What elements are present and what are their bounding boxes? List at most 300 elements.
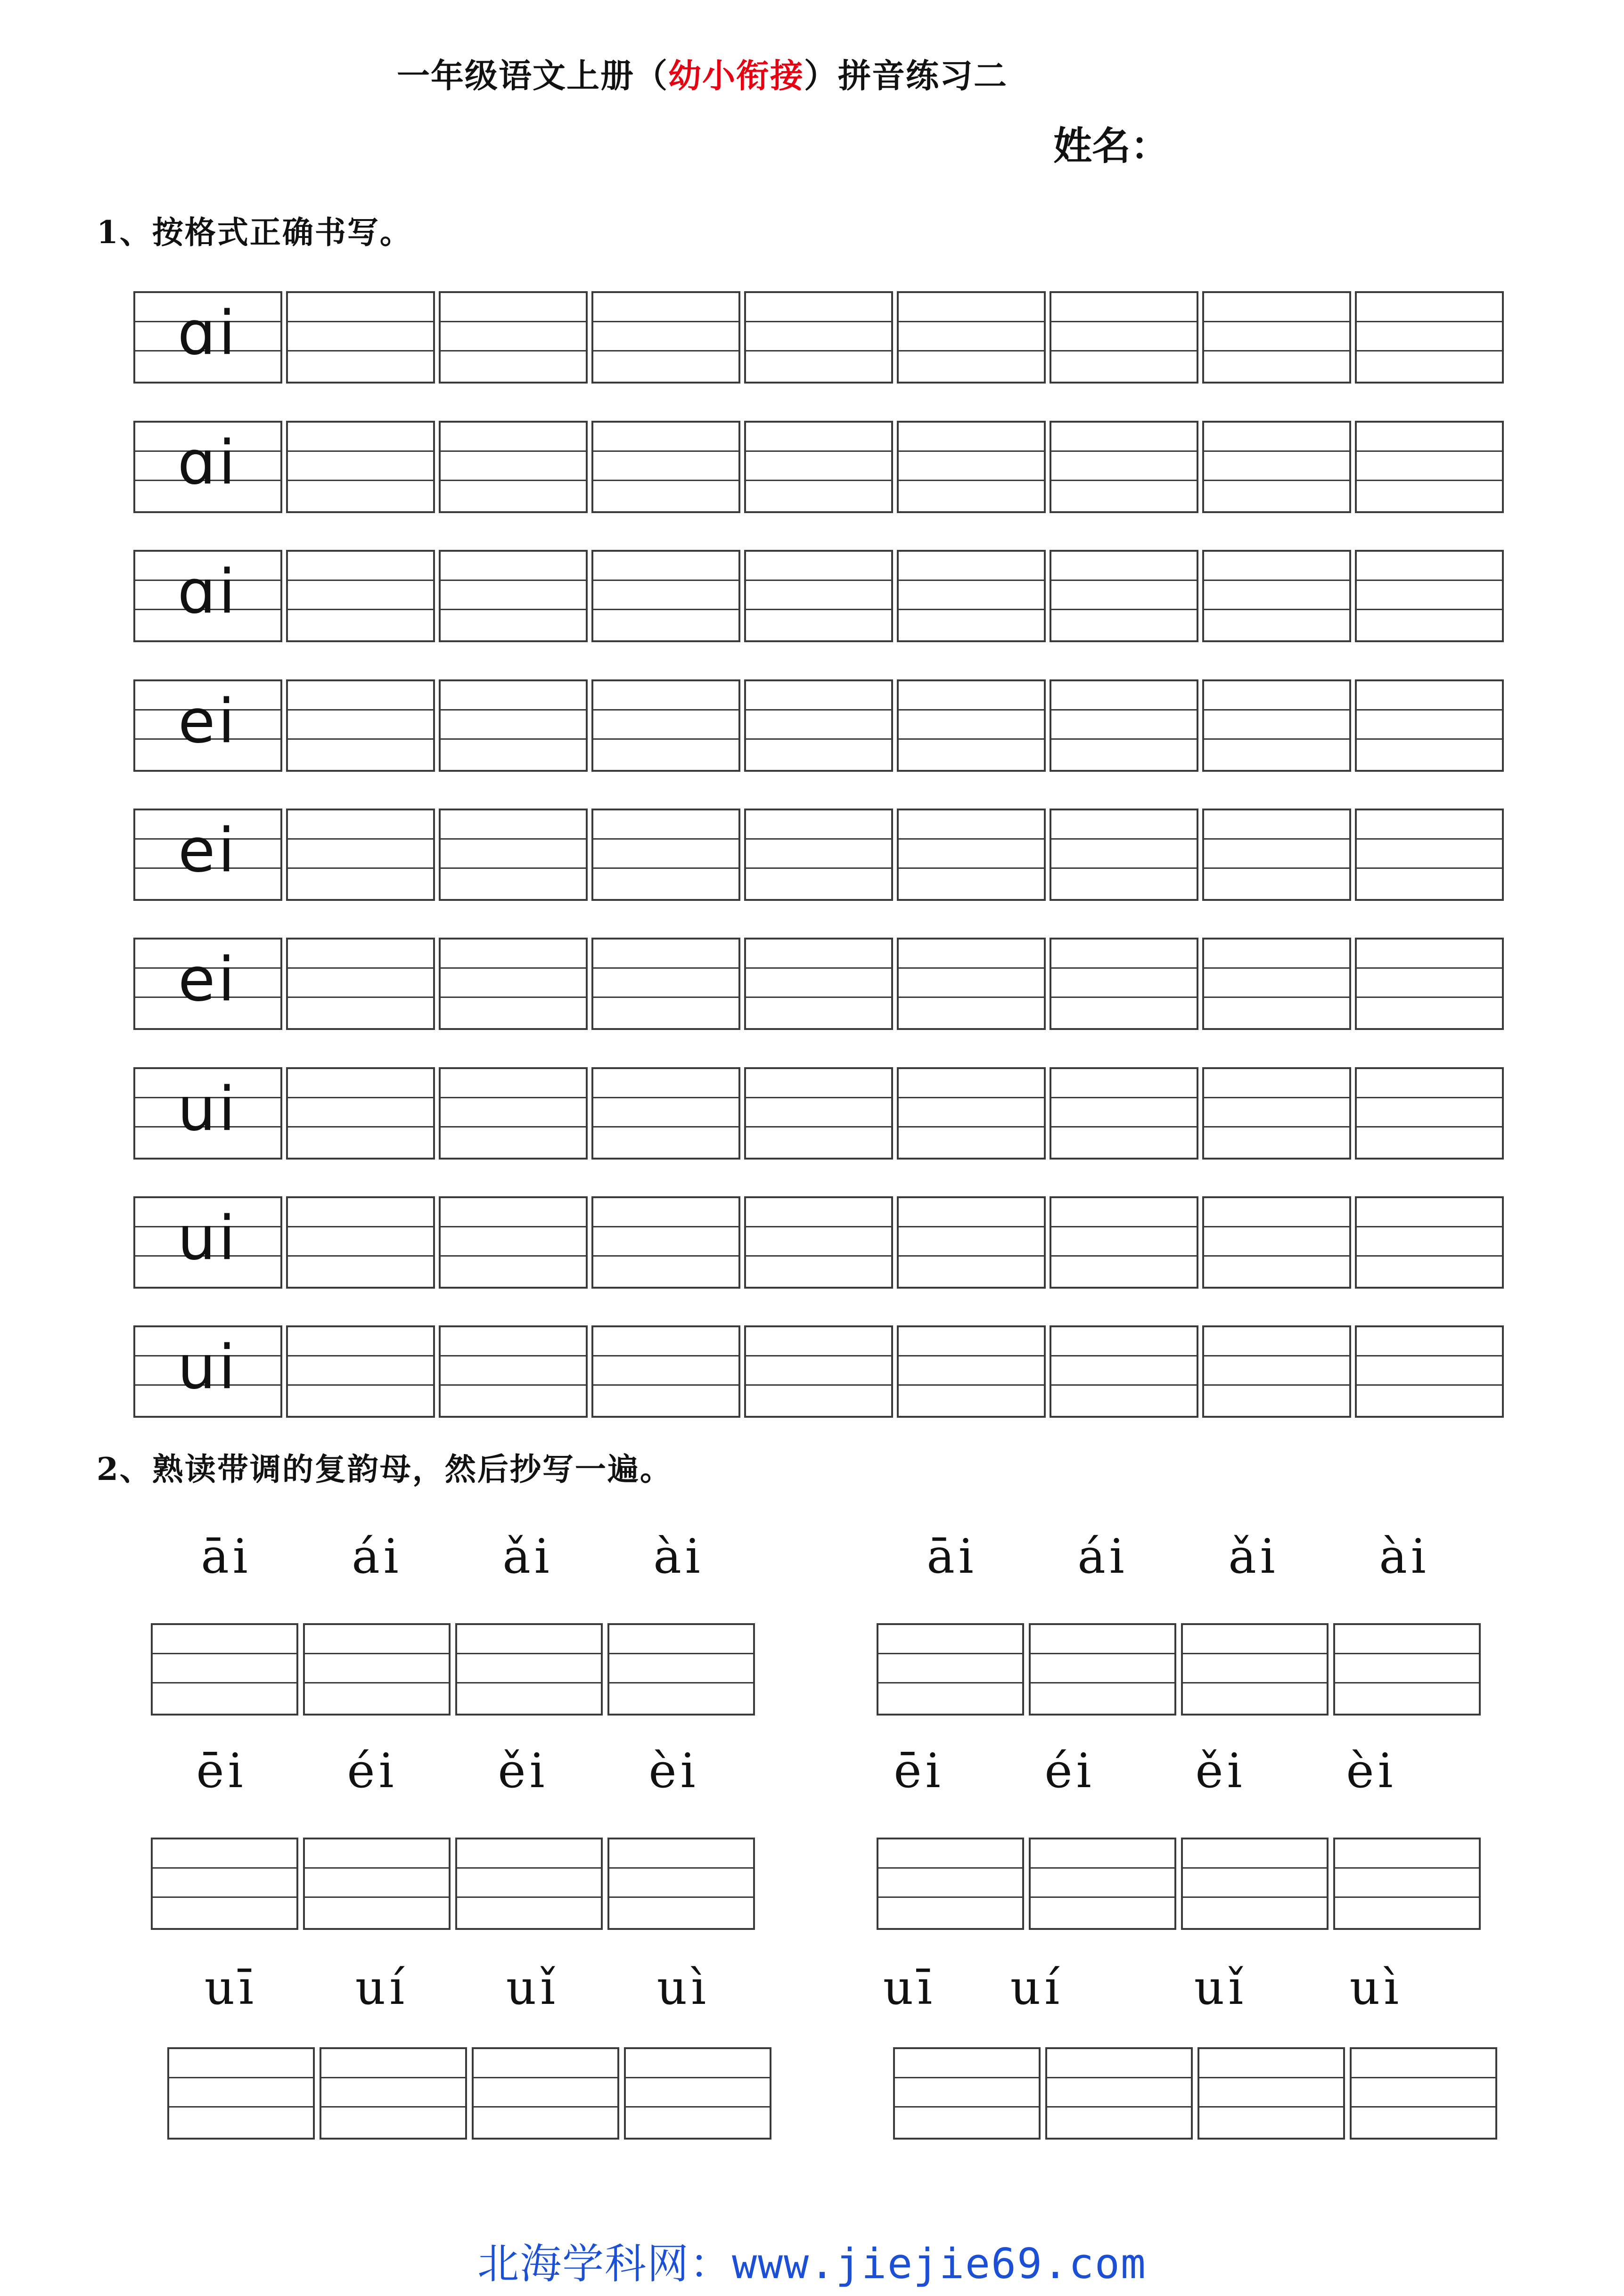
guide-line bbox=[1183, 1896, 1327, 1898]
writing-grid bbox=[151, 1838, 755, 1930]
pinyin-model: ɑi bbox=[177, 428, 238, 498]
guide-line bbox=[1051, 1097, 1197, 1098]
guide-line bbox=[746, 997, 891, 998]
pinyin-model: ɑi bbox=[177, 557, 238, 627]
guide-line bbox=[899, 321, 1044, 322]
writing-cell bbox=[591, 421, 740, 513]
writing-cell bbox=[1202, 679, 1351, 772]
guide-line bbox=[1357, 450, 1502, 452]
writing-cell bbox=[1355, 679, 1504, 772]
guide-line bbox=[593, 1255, 738, 1257]
guide-line bbox=[593, 450, 738, 452]
guide-line bbox=[899, 997, 1044, 998]
writing-cell bbox=[1202, 1325, 1351, 1418]
writing-cell bbox=[744, 1196, 893, 1289]
guide-line bbox=[1204, 738, 1349, 740]
tone-practice-group bbox=[877, 1529, 1489, 1717]
writing-cell bbox=[1050, 1067, 1198, 1160]
writing-cell bbox=[320, 2047, 467, 2140]
practice-row bbox=[133, 1196, 1504, 1289]
guide-line bbox=[153, 1867, 296, 1869]
pinyin-model-cell bbox=[133, 809, 282, 901]
writing-cell bbox=[286, 550, 435, 642]
guide-line bbox=[1357, 480, 1502, 481]
guide-line bbox=[288, 738, 433, 740]
writing-grid bbox=[877, 1838, 1481, 1930]
pinyin-model-cell bbox=[133, 938, 282, 1030]
tone-labels bbox=[151, 1529, 763, 1590]
writing-cell bbox=[744, 421, 893, 513]
writing-cell bbox=[591, 1325, 740, 1418]
guide-line bbox=[1183, 1867, 1327, 1869]
guide-line bbox=[1357, 1355, 1502, 1356]
pinyin-model-cell bbox=[133, 1196, 282, 1289]
guide-line bbox=[899, 709, 1044, 711]
guide-line bbox=[288, 480, 433, 481]
guide-line bbox=[746, 1355, 891, 1356]
guide-line bbox=[1357, 1384, 1502, 1386]
guide-line bbox=[288, 350, 433, 351]
guide-line bbox=[457, 1896, 601, 1898]
guide-line bbox=[288, 838, 433, 840]
tone-label: uī bbox=[883, 1960, 936, 2015]
guide-line bbox=[746, 709, 891, 711]
tone-label: ēi bbox=[196, 1743, 247, 1798]
guide-line bbox=[1204, 709, 1349, 711]
guide-line bbox=[1204, 450, 1349, 452]
guide-line bbox=[441, 997, 586, 998]
guide-line bbox=[1335, 1682, 1479, 1683]
guide-line bbox=[746, 1384, 891, 1386]
writing-cell bbox=[303, 1838, 451, 1930]
writing-cell bbox=[439, 938, 588, 1030]
guide-line bbox=[169, 2077, 313, 2078]
guide-line bbox=[899, 450, 1044, 452]
guide-line bbox=[899, 350, 1044, 351]
guide-line bbox=[441, 321, 586, 322]
guide-line bbox=[1051, 321, 1197, 322]
writing-cell bbox=[167, 2047, 315, 2140]
writing-cell bbox=[1050, 1325, 1198, 1418]
writing-cell bbox=[439, 291, 588, 384]
guide-line bbox=[878, 1867, 1022, 1869]
guide-line bbox=[746, 480, 891, 481]
guide-line bbox=[899, 1226, 1044, 1227]
guide-line bbox=[593, 580, 738, 581]
writing-cell bbox=[1029, 1838, 1176, 1930]
writing-cell bbox=[877, 1623, 1024, 1716]
guide-line bbox=[1204, 967, 1349, 969]
guide-line bbox=[1051, 709, 1197, 711]
guide-line bbox=[1051, 1355, 1197, 1356]
guide-line bbox=[746, 580, 891, 581]
writing-cell bbox=[286, 1067, 435, 1160]
writing-cell bbox=[151, 1838, 298, 1930]
guide-line bbox=[593, 738, 738, 740]
writing-cell bbox=[1202, 291, 1351, 384]
tone-labels bbox=[151, 1743, 763, 1805]
tone-practice-group bbox=[167, 1960, 780, 2141]
tone-label: āi bbox=[927, 1529, 977, 1584]
guide-line bbox=[746, 738, 891, 740]
writing-cell bbox=[439, 1067, 588, 1160]
guide-line bbox=[288, 450, 433, 452]
guide-line bbox=[441, 709, 586, 711]
writing-cell bbox=[1355, 550, 1504, 642]
guide-line bbox=[899, 580, 1044, 581]
writing-cell bbox=[1355, 938, 1504, 1030]
writing-cell bbox=[1350, 2047, 1497, 2140]
guide-line bbox=[899, 609, 1044, 610]
practice-row bbox=[133, 550, 1504, 642]
guide-line bbox=[899, 838, 1044, 840]
writing-cell bbox=[897, 938, 1046, 1030]
writing-cell bbox=[744, 1325, 893, 1418]
writing-cell bbox=[1045, 2047, 1193, 2140]
writing-cell bbox=[1202, 809, 1351, 901]
guide-line bbox=[1047, 2077, 1191, 2078]
pinyin-model: ei bbox=[178, 686, 238, 757]
writing-cell bbox=[607, 1623, 755, 1716]
tone-label: uí bbox=[1010, 1960, 1064, 2015]
guide-line bbox=[593, 997, 738, 998]
guide-line bbox=[288, 1384, 433, 1386]
guide-line bbox=[899, 1355, 1044, 1356]
tone-label: uì bbox=[656, 1960, 710, 2015]
guide-line bbox=[1051, 867, 1197, 869]
guide-line bbox=[288, 609, 433, 610]
guide-line bbox=[153, 1682, 296, 1683]
writing-cell bbox=[1355, 421, 1504, 513]
tone-label: éi bbox=[347, 1743, 398, 1798]
guide-line bbox=[288, 1255, 433, 1257]
guide-line bbox=[899, 867, 1044, 869]
writing-cell bbox=[744, 550, 893, 642]
pinyin-model-cell bbox=[133, 291, 282, 384]
guide-line bbox=[895, 2106, 1039, 2108]
guide-line bbox=[1051, 967, 1197, 969]
guide-line bbox=[288, 967, 433, 969]
writing-cell bbox=[591, 291, 740, 384]
writing-grid bbox=[167, 2047, 771, 2140]
writing-cell bbox=[1050, 291, 1198, 384]
guide-line bbox=[1051, 1384, 1197, 1386]
guide-line bbox=[441, 867, 586, 869]
guide-line bbox=[593, 1226, 738, 1227]
guide-line bbox=[593, 480, 738, 481]
writing-cell bbox=[439, 679, 588, 772]
writing-cell bbox=[744, 809, 893, 901]
tone-label: uǐ bbox=[506, 1960, 559, 2015]
writing-cell bbox=[1029, 1623, 1176, 1716]
tone-label: èi bbox=[1346, 1743, 1397, 1798]
guide-line bbox=[457, 1653, 601, 1654]
writing-cell bbox=[1202, 550, 1351, 642]
guide-line bbox=[1051, 738, 1197, 740]
guide-line bbox=[1357, 1097, 1502, 1098]
guide-line bbox=[1357, 867, 1502, 869]
guide-line bbox=[1357, 738, 1502, 740]
guide-line bbox=[321, 2106, 465, 2108]
guide-line bbox=[288, 997, 433, 998]
writing-cell bbox=[893, 2047, 1041, 2140]
guide-line bbox=[1051, 1226, 1197, 1227]
writing-cell bbox=[897, 1196, 1046, 1289]
tone-label: ǎi bbox=[1228, 1529, 1279, 1584]
tone-labels bbox=[883, 1960, 1506, 2021]
writing-cell bbox=[897, 1067, 1046, 1160]
guide-line bbox=[1031, 1682, 1174, 1683]
guide-line bbox=[1204, 580, 1349, 581]
guide-line bbox=[1204, 1255, 1349, 1257]
guide-line bbox=[305, 1896, 449, 1898]
guide-line bbox=[305, 1867, 449, 1869]
guide-line bbox=[441, 1355, 586, 1356]
writing-cell bbox=[1050, 809, 1198, 901]
writing-cell bbox=[1333, 1838, 1481, 1930]
guide-line bbox=[1183, 1653, 1327, 1654]
guide-line bbox=[878, 1653, 1022, 1654]
pinyin-model: ui bbox=[177, 1074, 238, 1144]
guide-line bbox=[305, 1653, 449, 1654]
guide-line bbox=[746, 1226, 891, 1227]
writing-cell bbox=[1202, 1067, 1351, 1160]
guide-line bbox=[1357, 580, 1502, 581]
writing-cell bbox=[1355, 809, 1504, 901]
practice-row bbox=[133, 679, 1504, 772]
guide-line bbox=[746, 450, 891, 452]
guide-line bbox=[1357, 967, 1502, 969]
guide-line bbox=[288, 709, 433, 711]
pinyin-model: ei bbox=[178, 816, 238, 886]
guide-line bbox=[1051, 997, 1197, 998]
guide-line bbox=[441, 1384, 586, 1386]
guide-line bbox=[1357, 609, 1502, 610]
writing-cell bbox=[591, 679, 740, 772]
pinyin-model: ei bbox=[178, 945, 238, 1015]
writing-cell bbox=[1202, 938, 1351, 1030]
writing-cell bbox=[1050, 421, 1198, 513]
tone-practice-group bbox=[877, 1743, 1489, 1932]
tone-label: āi bbox=[201, 1529, 252, 1584]
guide-line bbox=[899, 1126, 1044, 1128]
tone-label: ěi bbox=[498, 1743, 549, 1798]
page-title bbox=[0, 49, 1404, 97]
tone-label: ái bbox=[352, 1529, 402, 1584]
guide-line bbox=[288, 1097, 433, 1098]
guide-line bbox=[441, 609, 586, 610]
guide-line bbox=[593, 838, 738, 840]
tone-label: ēi bbox=[894, 1743, 944, 1798]
writing-grid bbox=[893, 2047, 1497, 2140]
tone-practice-group bbox=[883, 1960, 1506, 2141]
guide-line bbox=[288, 1226, 433, 1227]
guide-line bbox=[609, 1682, 753, 1683]
guide-line bbox=[593, 867, 738, 869]
writing-cell bbox=[591, 938, 740, 1030]
writing-cell bbox=[1050, 1196, 1198, 1289]
tone-label: uī bbox=[204, 1960, 258, 2015]
writing-cell bbox=[591, 1067, 740, 1160]
writing-cell bbox=[1333, 1623, 1481, 1716]
guide-line bbox=[1031, 1653, 1174, 1654]
guide-line bbox=[1357, 1126, 1502, 1128]
guide-line bbox=[1204, 1097, 1349, 1098]
guide-line bbox=[474, 2077, 617, 2078]
guide-line bbox=[593, 1097, 738, 1098]
guide-line bbox=[626, 2077, 770, 2078]
writing-cell bbox=[439, 1325, 588, 1418]
guide-line bbox=[153, 1896, 296, 1898]
writing-cell bbox=[472, 2047, 619, 2140]
tone-label: ǎi bbox=[502, 1529, 553, 1584]
writing-cell bbox=[1050, 938, 1198, 1030]
writing-cell bbox=[591, 809, 740, 901]
writing-cell bbox=[897, 291, 1046, 384]
guide-line bbox=[1204, 1355, 1349, 1356]
guide-line bbox=[899, 1097, 1044, 1098]
pinyin-model-cell bbox=[133, 1067, 282, 1160]
guide-line bbox=[1031, 1867, 1174, 1869]
guide-line bbox=[169, 2106, 313, 2108]
guide-line bbox=[1051, 480, 1197, 481]
guide-line bbox=[441, 1255, 586, 1257]
guide-line bbox=[1357, 709, 1502, 711]
tone-label: èi bbox=[648, 1743, 699, 1798]
writing-cell bbox=[303, 1623, 451, 1716]
guide-line bbox=[441, 580, 586, 581]
guide-line bbox=[1204, 609, 1349, 610]
guide-line bbox=[441, 838, 586, 840]
name-label: 姓名： bbox=[1053, 124, 1170, 169]
title-suffix: ）拼音练习二 bbox=[804, 57, 1008, 95]
title-prefix: 一年级语文上册（ bbox=[397, 57, 668, 95]
pinyin-model-cell bbox=[133, 1325, 282, 1418]
guide-line bbox=[593, 321, 738, 322]
guide-line bbox=[1051, 609, 1197, 610]
guide-line bbox=[1204, 867, 1349, 869]
guide-line bbox=[1199, 2077, 1343, 2078]
writing-cell bbox=[286, 1325, 435, 1418]
writing-cell bbox=[286, 291, 435, 384]
guide-line bbox=[878, 1896, 1022, 1898]
practice-row bbox=[133, 938, 1504, 1030]
tone-labels bbox=[877, 1743, 1489, 1805]
guide-line bbox=[1199, 2106, 1343, 2108]
writing-cell bbox=[744, 938, 893, 1030]
writing-cell bbox=[744, 679, 893, 772]
writing-cell bbox=[897, 1325, 1046, 1418]
guide-line bbox=[746, 838, 891, 840]
guide-line bbox=[441, 350, 586, 351]
writing-cell bbox=[439, 809, 588, 901]
guide-line bbox=[441, 450, 586, 452]
writing-cell bbox=[286, 679, 435, 772]
practice-row bbox=[133, 1325, 1504, 1418]
writing-cell bbox=[897, 809, 1046, 901]
writing-cell bbox=[1197, 2047, 1345, 2140]
writing-cell bbox=[286, 938, 435, 1030]
guide-line bbox=[1204, 350, 1349, 351]
guide-line bbox=[878, 1682, 1022, 1683]
guide-line bbox=[1204, 997, 1349, 998]
guide-line bbox=[1357, 838, 1502, 840]
footer-watermark bbox=[0, 2231, 1624, 2290]
writing-cell bbox=[1202, 421, 1351, 513]
writing-cell bbox=[439, 1196, 588, 1289]
guide-line bbox=[1204, 838, 1349, 840]
guide-line bbox=[593, 1384, 738, 1386]
writing-cell bbox=[1181, 1838, 1329, 1930]
writing-cell bbox=[286, 1196, 435, 1289]
guide-line bbox=[288, 580, 433, 581]
guide-line bbox=[746, 1097, 891, 1098]
guide-line bbox=[457, 1682, 601, 1683]
section2-heading: 2、熟读带调的复韵母，然后抄写一遍。 bbox=[97, 1451, 673, 1487]
guide-line bbox=[441, 480, 586, 481]
guide-line bbox=[288, 321, 433, 322]
pinyin-model: ui bbox=[177, 1332, 238, 1403]
writing-cell bbox=[877, 1838, 1024, 1930]
guide-line bbox=[1335, 1653, 1479, 1654]
guide-line bbox=[746, 321, 891, 322]
pinyin-model: ɑi bbox=[177, 298, 238, 368]
writing-cell bbox=[1202, 1196, 1351, 1289]
tone-labels bbox=[167, 1960, 780, 2021]
writing-cell bbox=[624, 2047, 771, 2140]
writing-cell bbox=[744, 1067, 893, 1160]
guide-line bbox=[1051, 350, 1197, 351]
tone-label: ài bbox=[1379, 1529, 1430, 1584]
writing-cell bbox=[286, 421, 435, 513]
guide-line bbox=[1047, 2106, 1191, 2108]
guide-line bbox=[746, 967, 891, 969]
guide-line bbox=[609, 1867, 753, 1869]
guide-line bbox=[899, 738, 1044, 740]
guide-line bbox=[593, 709, 738, 711]
guide-line bbox=[1183, 1682, 1327, 1683]
writing-cell bbox=[607, 1838, 755, 1930]
guide-line bbox=[321, 2077, 465, 2078]
guide-line bbox=[288, 1126, 433, 1128]
guide-line bbox=[1357, 1226, 1502, 1227]
guide-line bbox=[1051, 450, 1197, 452]
guide-line bbox=[1357, 1255, 1502, 1257]
writing-cell bbox=[439, 550, 588, 642]
guide-line bbox=[153, 1653, 296, 1654]
writing-cell bbox=[1050, 679, 1198, 772]
guide-line bbox=[746, 609, 891, 610]
section1-heading: 1、按格式正确书写。 bbox=[97, 214, 412, 251]
guide-line bbox=[441, 1126, 586, 1128]
guide-line bbox=[593, 1355, 738, 1356]
writing-cell bbox=[1050, 550, 1198, 642]
guide-line bbox=[593, 609, 738, 610]
pinyin-model: ui bbox=[177, 1203, 238, 1274]
footer-url[interactable]: www.jiejie69.com bbox=[732, 2239, 1147, 2288]
guide-line bbox=[1051, 1255, 1197, 1257]
writing-cell bbox=[455, 1623, 603, 1716]
guide-line bbox=[895, 2077, 1039, 2078]
tone-label: uì bbox=[1349, 1960, 1403, 2015]
guide-line bbox=[609, 1896, 753, 1898]
guide-line bbox=[1204, 1384, 1349, 1386]
guide-line bbox=[1357, 321, 1502, 322]
guide-line bbox=[746, 867, 891, 869]
writing-cell bbox=[286, 809, 435, 901]
writing-cell bbox=[897, 679, 1046, 772]
writing-grid bbox=[151, 1623, 755, 1716]
